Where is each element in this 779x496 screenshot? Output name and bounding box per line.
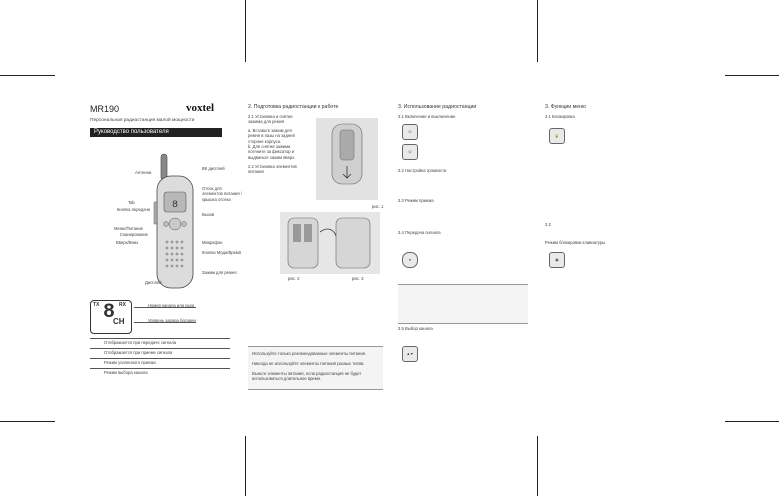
svg-text:8: 8 [171,200,179,211]
section-heading: 3. Использование радиостанции [398,104,477,110]
display-tx: TX [93,302,100,308]
key-icon: ▣ [549,252,565,268]
note-text: Режим блокировки клавиатуры [545,240,606,245]
crop-mark [0,421,55,422]
belt-clip-figure [314,116,380,202]
legend-item: Уровень заряда батареи [148,318,196,323]
section-heading: 2. Подготовка радиостанции к работе [248,104,339,110]
note-box [398,284,528,324]
legend-item: Режим выбора канала [104,370,148,375]
display-ch: CH [113,317,125,326]
legend-item: Отображается при передаче сигнала [104,340,177,345]
subtitle: Персональная радиостанция малой мощности [90,118,195,123]
subsection-heading: 3.2 Настройка громкости [398,168,447,173]
display-rx: RX [119,302,126,308]
legend-item: Режим усиленного приема [104,360,156,365]
legend-item: Номер канала или кода [148,303,195,308]
battery-figure [280,212,380,274]
power-icon: ⏻ [402,144,418,160]
subsection-heading: 3.3 Режим приема [398,198,434,203]
label-display: Дисплей [145,280,162,285]
note-box [248,346,383,390]
label-call: Вызов [202,212,215,217]
label-scan: Сканирование [119,232,148,237]
subsection-heading: 3.4 Передача сигнала [398,230,441,235]
channel-icon: ▲▼ [402,346,418,362]
subsection-heading: 3.1 Включение и выключение [398,114,456,119]
manual-title-bar [90,128,222,137]
display-diagram [90,300,132,334]
section-heading: 3. Функции меню [545,104,586,110]
power-icon: ⏻ [402,124,418,140]
legend-line [90,348,230,349]
display-digits: 8 [103,301,116,324]
label-led: ВК дисплей [202,166,225,171]
crop-mark [725,75,779,76]
panel-preparation [248,100,388,400]
figure-caption: рис. 3 [352,276,364,281]
label-battery-cover: Отсек для элементов питания / крышка отсека [202,186,242,202]
label-mode: Кнопка Мода/Время [202,250,242,255]
crop-mark [245,436,246,496]
lock-icon: 🔒 [549,128,565,144]
label-menu: Меню/Питание [114,226,144,231]
panel-cover [90,100,240,400]
legend-item: Отображается при приеме сигнала [104,350,173,355]
legend-line [90,368,230,369]
figure-caption: рис. 2 [288,276,300,281]
subsection-heading: 2.2 Установка элементов питания [248,164,297,175]
label-up-down: Вверх/Вниз [116,240,139,245]
label-tab: Tab [128,200,135,205]
legend-line [90,358,230,359]
note-item: Выньте элементы питания, если радиостанция не будет использоваться длительное время. [252,371,362,382]
panel-usage [398,100,533,400]
label-belt: Зажим для ремня [202,270,237,275]
crop-mark [537,0,538,62]
label-ptt: Кнопка передачи [116,207,150,212]
brand-logo: voxtel [186,102,215,114]
model-name: MR190 [90,104,120,114]
step-text: a. Вставьте зажим для ремня в пазы на задней стороне корпуса. [248,128,295,144]
crop-mark [725,421,779,422]
legend-line [90,338,230,339]
subsection-heading: 3.1 Блокировка [545,114,575,119]
subsection-heading: 3.5 Выбор канала [398,326,433,331]
crop-mark [245,0,246,62]
label-mic: Микрофон [202,240,223,245]
step-text: b. Для снятия зажима потяните за фиксатор и выдвиньте зажим вверх. [248,144,296,160]
subsection-heading: 2.1 Установка и снятие зажима для ремня [248,114,293,125]
crop-mark [0,75,55,76]
note-item: Используйте только рекомендованные элементы питания. [252,351,367,356]
radio-illustration [148,152,202,292]
label-antenna: Антенна [135,170,152,175]
figure-caption: рис. 1 [372,204,384,209]
manual-title: Руководство пользователя [94,129,169,135]
panel-menu [545,100,680,400]
crop-mark [537,436,538,496]
note-item: Никогда не используйте элементы питания разных типов. [252,361,365,366]
subsection-heading: 3.2 [545,222,551,227]
ptt-icon: ● [402,252,418,268]
